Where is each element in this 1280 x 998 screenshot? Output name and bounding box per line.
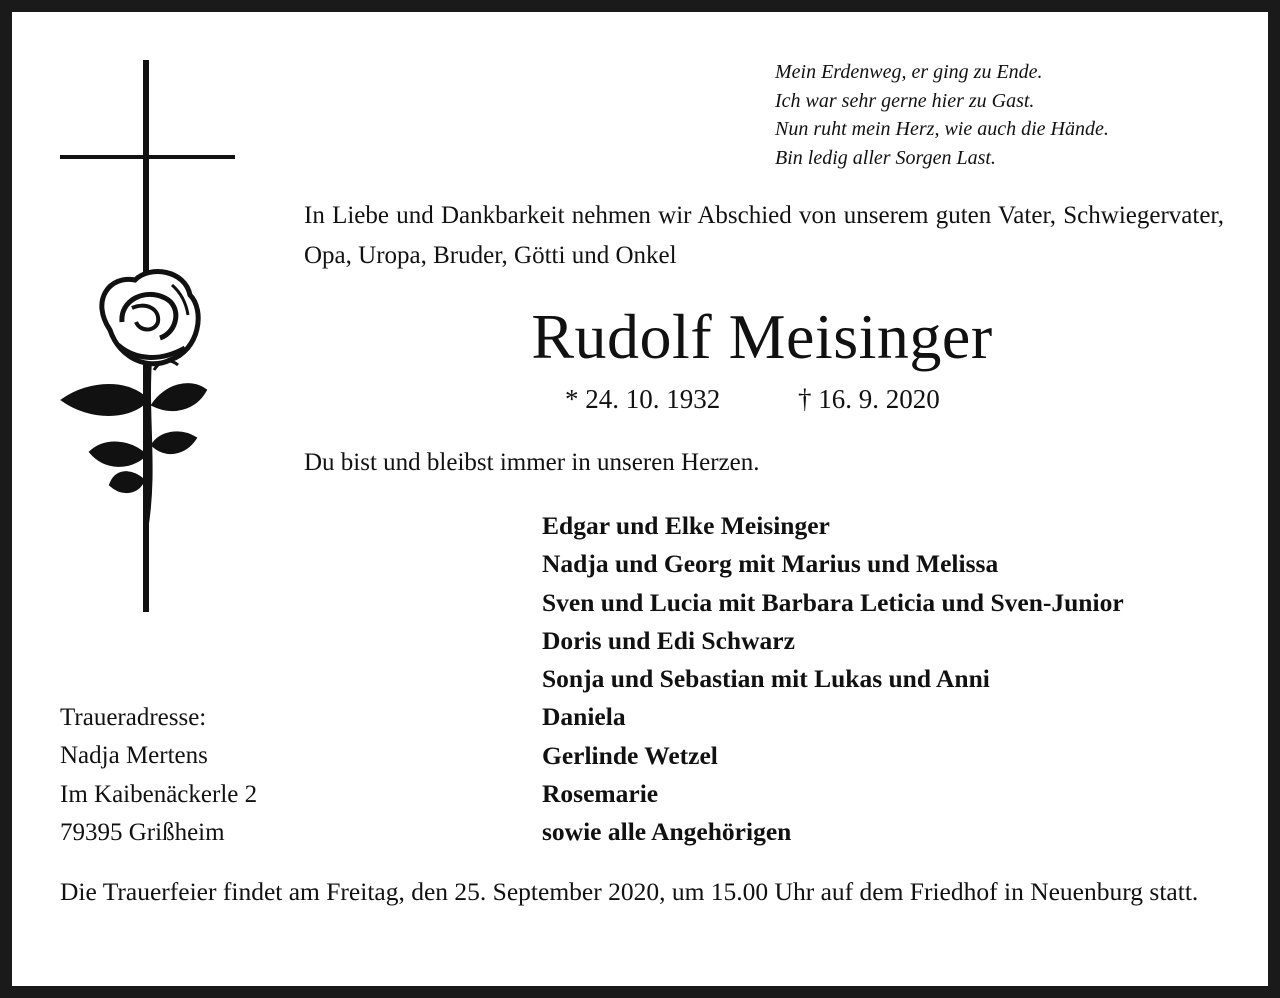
mourner: Sven und Lucia mit Barbara Leticia und Sven-Junior — [542, 587, 1124, 617]
cross-with-rose — [60, 60, 240, 616]
mourner: sowie alle Angehörigen — [542, 817, 792, 847]
intro-text: In Liebe und Dankbarkeit nehmen wir Abschied von unserem guten Vater, Schwiegervater, Opa, Uropa, Bruder, Götti und Onkel — [304, 202, 1224, 269]
address-name: Nadja Mertens — [60, 742, 208, 770]
mourner: Edgar und Elke Meisinger — [542, 511, 830, 540]
mourner: Rosemarie — [542, 779, 659, 809]
obituary-notice — [12, 12, 1268, 986]
poem-line: Nun ruht mein Herz, wie auch die Hände. — [775, 118, 1109, 140]
address-city: 79395 Grißheim — [60, 818, 225, 846]
mourner: Gerlinde Wetzel — [542, 740, 718, 770]
poem — [775, 58, 1109, 172]
poem-line: Mein Erdenweg, er ging zu Ende. — [775, 61, 1043, 83]
mourner: Doris und Edi Schwarz — [542, 625, 795, 655]
poem-line: Bin ledig aller Sorgen Last. — [775, 146, 996, 169]
mourner: Daniela — [542, 702, 626, 732]
address-street: Im Kaibenäckerle 2 — [60, 780, 258, 808]
mourner: Nadja und Georg mit Marius und Melissa — [542, 549, 999, 579]
farewell-text: Du bist und bleibst immer in unseren Herzen. — [304, 449, 760, 476]
mourners-list — [542, 507, 1124, 852]
poem-line: Ich war sehr gerne hier zu Gast. — [775, 89, 1035, 112]
service-info: Die Trauerfeier findet am Freitag, den 25. September 2020, um 15.00 Uhr auf dem Friedhof in Neuenburg statt. — [60, 877, 1199, 906]
birth-date: * 24. 10. 1932 — [565, 384, 721, 414]
mourner: Sonja und Sebastian mit Lukas und Anni — [542, 664, 990, 694]
address-heading: Traueradresse: — [60, 704, 207, 731]
deceased-name: Rudolf Meisinger — [531, 301, 993, 372]
mourning-address — [60, 699, 257, 852]
rose-icon — [62, 272, 206, 530]
death-date: † 16. 9. 2020 — [798, 384, 940, 414]
